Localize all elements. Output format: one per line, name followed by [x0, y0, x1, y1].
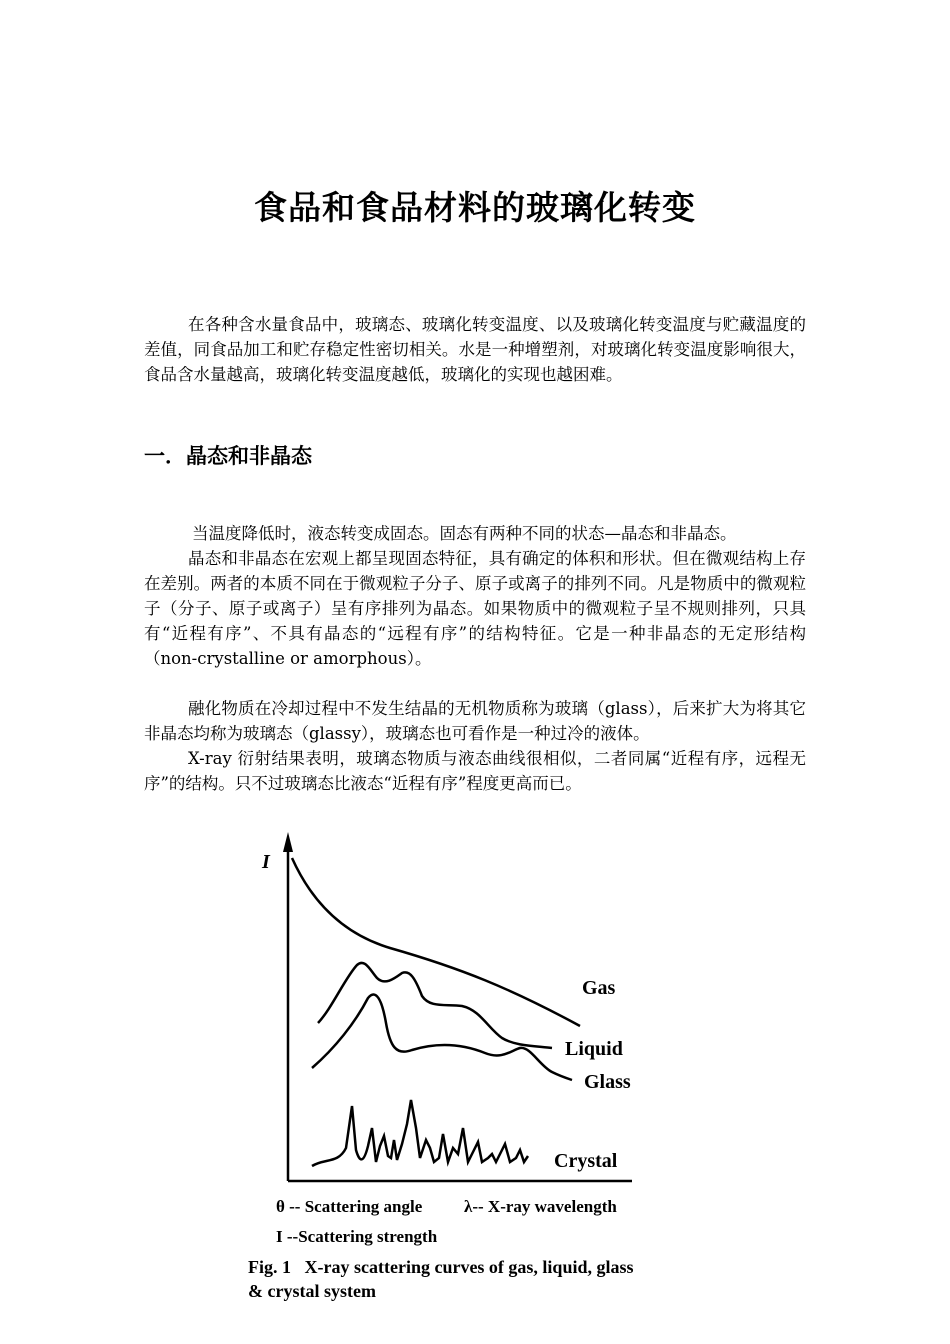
- gas-label: Gas: [582, 977, 616, 999]
- liquid-label: Liquid: [565, 1038, 623, 1060]
- page-title: 食品和食品材料的玻璃化转变: [254, 188, 696, 227]
- figure-caption: [248, 1255, 633, 1303]
- crystal-curve: [312, 1100, 528, 1166]
- glass-label: Glass: [584, 1071, 631, 1093]
- section-heading: 一．晶态和非晶态: [144, 444, 312, 468]
- gas-curve: [292, 858, 580, 1026]
- axes: [288, 842, 632, 1181]
- intro-paragraph: 在各种含水量食品中，玻璃态、玻璃化转变温度、以及玻璃化转变温度与贮藏温度的差值，同食品加工和贮存稳定性密切相关。水是一种增塑剂，对玻璃化转变温度影响很大，食品含水量越高，玻璃化转变温度越低，玻璃化的实现也越困难。: [144, 315, 806, 384]
- y-axis-label: I: [262, 851, 270, 873]
- crystal-label: Crystal: [554, 1150, 618, 1172]
- liquid-curve: [318, 963, 552, 1048]
- glass-curve: [312, 994, 572, 1080]
- paragraph-temperature: 当温度降低时，液态转变成固态。固态有两种不同的状态—晶态和非晶态。: [192, 524, 737, 543]
- paragraph-crystalline-vs-amorphous: 晶态和非晶态在宏观上都呈现固态特征，具有确定的体积和形状。但在微观结构上存在差别。两者的本质不同在于微观粒子分子、原子或离子的排列不同。凡是物质中的微观粒子（分子、原子或离子）呈有序排列为晶态。如果物质中的微观粒子呈不规则排列，只具有“近程有序”、不具有晶态的“远程有序”的结构特征。它是一种非晶态的无定形结构（non-crystalline or amorphous）。: [144, 549, 806, 668]
- legend-theta: θ -- Scattering angle: [276, 1197, 423, 1216]
- legend-lambda: λ-- X-ray wavelength: [464, 1197, 617, 1216]
- paragraph-glass-definition: 融化物质在冷却过程中不发生结晶的无机物质称为玻璃（glass），后来扩大为将其它非晶态均称为玻璃态（glassy），玻璃态也可看作是一种过冷的液体。: [144, 699, 806, 743]
- paragraph-xray-result: X-ray 衍射结果表明，玻璃态物质与液态曲线很相似，二者同属“近程有序，远程无序”的结构。只不过玻璃态比液态“近程有序”程度更高而已。: [144, 749, 806, 793]
- figure-caption-line1: Fig. 1 X-ray scattering curves of gas, liquid, glass: [248, 1257, 634, 1277]
- y-axis-arrow: [283, 832, 293, 852]
- figure-caption-line2: & crystal system: [248, 1281, 376, 1301]
- legend-i: I --Scattering strength: [276, 1227, 438, 1246]
- xray-scattering-figure: [240, 828, 680, 1308]
